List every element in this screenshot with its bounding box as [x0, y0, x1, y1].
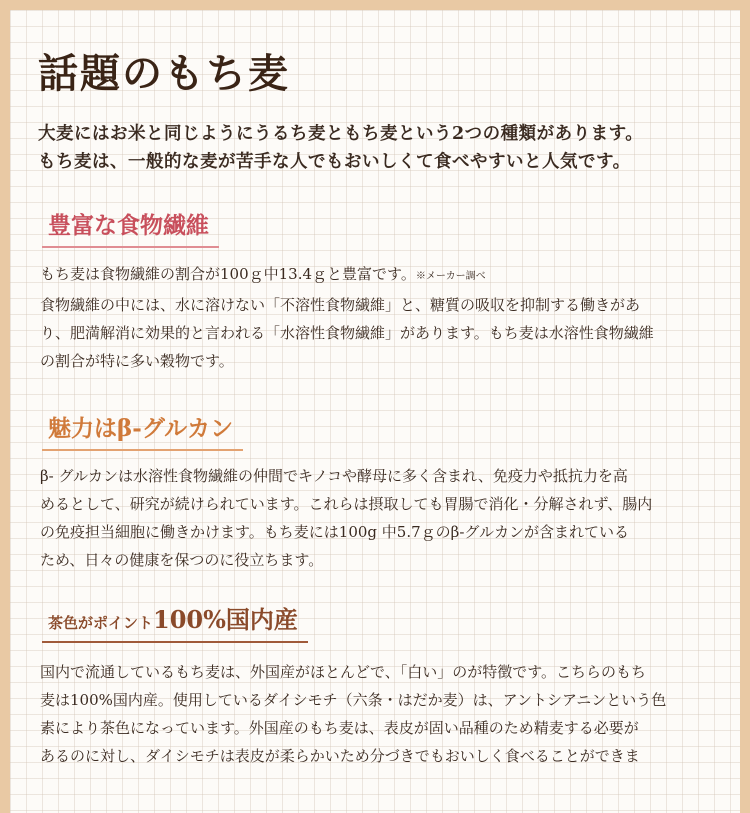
section-heading-domestic: [42, 606, 308, 643]
body-line: 国内で流通しているもち麦は、外国産がほとんどで、「白い」のが特徴です。こちらのもち: [40, 663, 647, 681]
body-line: 麦は100%国内産。使用しているダイシモチ（六条・はだか麦）は、アントシアニンという色: [40, 691, 667, 709]
body-line: の免疫担当細胞に働きかけます。もち麦には100g 中5.7ｇのβ-グルカンが含まれている: [40, 523, 629, 541]
heading-main: 100%国内産: [153, 605, 298, 634]
page-title: 話題のもち麦: [38, 50, 290, 97]
section-heading-beta-glucan: 魅力はβ-グルカン: [42, 415, 243, 451]
body-line: 素により茶色になっています。外国産のもち麦は、表皮が固い品種のため精麦する必要が: [40, 719, 639, 737]
lead-text: [38, 120, 738, 176]
section-body-beta-glucan: [40, 462, 730, 574]
body-line: あるのに対し、ダイシモチは表皮が柔らかいため分づきでもおいしく食べることができま: [40, 747, 640, 765]
section-heading-fiber: 豊富な食物繊維: [42, 212, 219, 248]
heading-prefix: 茶色がポイント: [48, 614, 154, 632]
section-body-domestic: [40, 658, 730, 770]
body-line: り、肥満解消に効果的と言われる「水溶性食物繊維」があります。もち麦は水溶性食物繊維: [40, 324, 654, 342]
content-frame: [10, 10, 740, 813]
body-line: 食物繊維の中には、水に溶けない「不溶性食物繊維」と、糖質の吸収を抑制する働きがあ: [40, 296, 641, 314]
body-line: ため、日々の健康を保つのに役立ちます。: [40, 551, 324, 569]
body-line: もち麦は食物繊維の割合が100ｇ中13.4ｇと豊富です。: [40, 265, 416, 283]
source-note: ※メーカー調べ: [415, 271, 486, 282]
section-body-fiber: [40, 260, 730, 375]
lead-line: もち麦は、一般的な麦が苦手な人でもおいしくて食べやすいと人気です。: [38, 152, 631, 172]
lead-line: 大麦にはお米と同じようにうるち麦ともち麦という2つの種類があります。: [38, 124, 644, 144]
body-line: β- グルカンは水溶性食物繊維の仲間でキノコや酵母に多く含まれ、免疫力や抵抗力を高: [40, 467, 628, 485]
body-line: の割合が特に多い穀物です。: [40, 352, 234, 370]
body-line: めるとして、研究が続けられています。これらは摂取しても胃腸で消化・分解されず、腸内: [40, 495, 653, 513]
